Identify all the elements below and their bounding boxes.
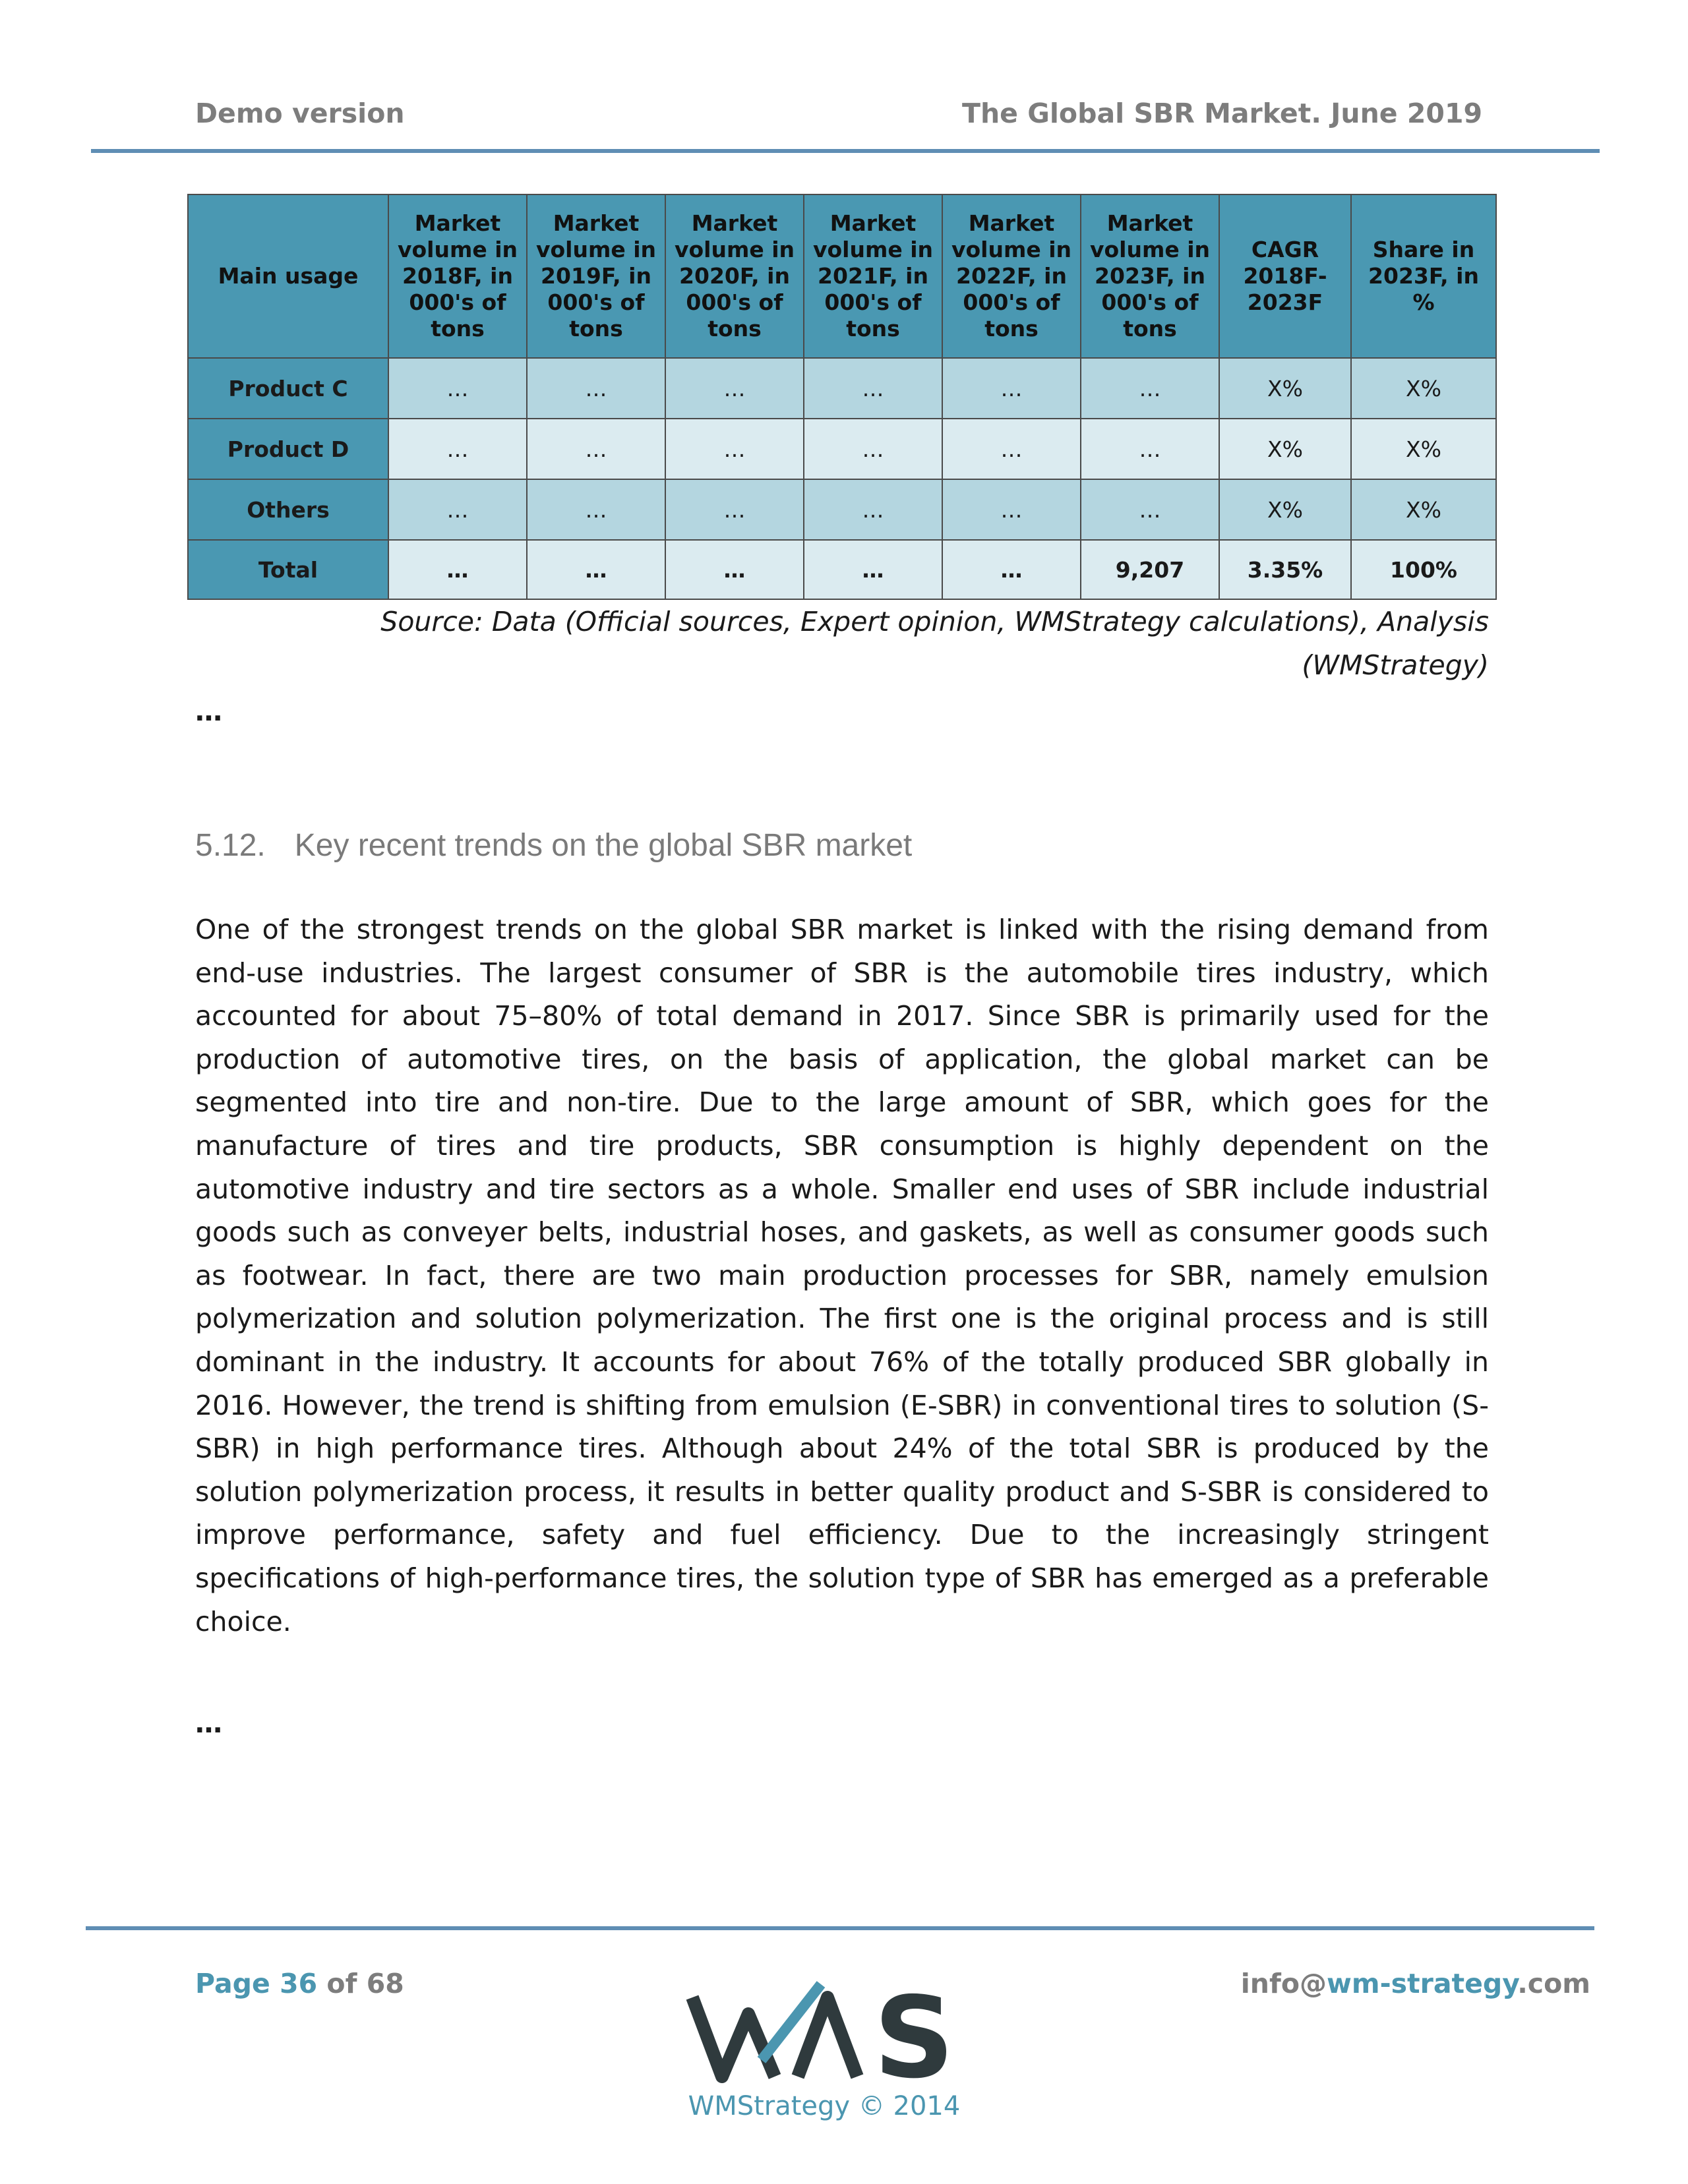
table-row — [188, 358, 1496, 419]
column-header: Market volume in 2021F, in 000's of tons — [804, 194, 942, 358]
row-label: Total — [188, 540, 388, 599]
table-cell: … — [388, 479, 527, 540]
logo-caption: WMStrategy © 2014 — [688, 2091, 961, 2121]
table-cell: X% — [1351, 479, 1496, 540]
table-cell: … — [388, 540, 527, 599]
column-header: Market volume in 2019F, in 000's of tons — [527, 194, 665, 358]
ellipsis: … — [195, 695, 222, 727]
table-cell: … — [665, 479, 804, 540]
ellipsis: … — [195, 1707, 222, 1739]
table-cell: … — [527, 419, 665, 479]
table-row-total — [188, 540, 1496, 599]
table-header-row — [188, 194, 1496, 358]
page-number: Page 36 of 68 — [195, 1968, 404, 1999]
table-cell: X% — [1219, 358, 1351, 419]
header-divider — [91, 149, 1600, 153]
column-header: Market volume in 2020F, in 000's of tons — [665, 194, 804, 358]
header-right: The Global SBR Market. June 2019 — [961, 98, 1482, 129]
table-source: Source: Data (Official sources, Expert opinion, WMStrategy calculations), Analysis (WMStrategy) — [380, 606, 1489, 681]
table-cell: … — [804, 479, 942, 540]
row-label: Others — [188, 479, 388, 540]
section-heading — [195, 827, 912, 864]
header-left: Demo version — [195, 98, 405, 129]
row-label: Product C — [188, 358, 388, 419]
table-cell: … — [942, 419, 1081, 479]
footer-divider — [86, 1926, 1594, 1930]
table-cell: X% — [1219, 419, 1351, 479]
table-cell: … — [1081, 419, 1219, 479]
column-header: Market volume in 2022F, in 000's of tons — [942, 194, 1081, 358]
table-cell: … — [388, 358, 527, 419]
section-title: Key recent trends on the global SBR market — [294, 828, 913, 863]
table-cell: … — [942, 540, 1081, 599]
table-cell: … — [665, 358, 804, 419]
table-cell: … — [665, 419, 804, 479]
column-header: Main usage — [188, 194, 388, 358]
table-cell: … — [942, 479, 1081, 540]
table-cell: X% — [1351, 358, 1496, 419]
column-header: Market volume in 2023F, in 000's of tons — [1081, 194, 1219, 358]
table-cell: X% — [1351, 419, 1496, 479]
table-row — [188, 419, 1496, 479]
contact-email[interactable]: info@wm-strategy.com — [1240, 1968, 1590, 1999]
table-cell: … — [527, 540, 665, 599]
wms-logo — [686, 1978, 963, 2083]
column-header: Share in 2023F, in % — [1351, 194, 1496, 358]
table-cell: … — [804, 540, 942, 599]
table-cell: … — [942, 358, 1081, 419]
table-cell: 9,207 — [1081, 540, 1219, 599]
table-cell: 3.35% — [1219, 540, 1351, 599]
table-row — [188, 479, 1496, 540]
table-cell: 100% — [1351, 540, 1496, 599]
table-cell: … — [1081, 358, 1219, 419]
table-cell: … — [804, 358, 942, 419]
row-label: Product D — [188, 419, 388, 479]
column-header: Market volume in 2018F, in 000's of tons — [388, 194, 527, 358]
logo-letter-s: S — [874, 1978, 955, 2083]
section-number: 5.12. — [195, 828, 266, 863]
table-cell: … — [804, 419, 942, 479]
table-cell: … — [665, 540, 804, 599]
table-cell: … — [527, 479, 665, 540]
table-cell: … — [388, 419, 527, 479]
body-paragraph: One of the strongest trends on the global SBR market is linked with the rising demand from end-use industries. The largest consumer of SBR is the automobile tires industry, which accounted for about 75–80% of total demand in 2017. Since SBR is primarily used for the production of automotive tires, on the basis of application, the global market can be segmented into tire and non-tire. Due to the large amount of SBR, which goes for the manufacture of tires and tire products, SBR consumption is highly dependent on the automotive industry and tire sectors as a whole. Smaller end uses of SBR include industrial goods such as conveyer belts, industrial hoses, and gaskets, as well as consumer goods such as footwear. In fact, there are two main production processes for SBR, namely emulsion polymerization and solution polymerization. The first one is the original process and is still dominant in the industry. It accounts for about 76% of the totally produced SBR globally in 2016. However, the trend is shifting from emulsion (E-SBR) in conventional tires to solution (S-SBR) in high performance tires. Although about 24% of the total SBR is produced by the solution polymerization process, it results in better quality product and S-SBR is considered to improve performance, safety and fuel efficiency. Due to the increasingly stringent specifications of high-performance tires, the solution type of SBR has emerged as a preferable choice. — [195, 914, 1489, 1638]
table-cell: … — [527, 358, 665, 419]
table-cell: X% — [1219, 479, 1351, 540]
column-header: CAGR 2018F-2023F — [1219, 194, 1351, 358]
market-volume-table — [187, 194, 1497, 600]
table-cell: … — [1081, 479, 1219, 540]
